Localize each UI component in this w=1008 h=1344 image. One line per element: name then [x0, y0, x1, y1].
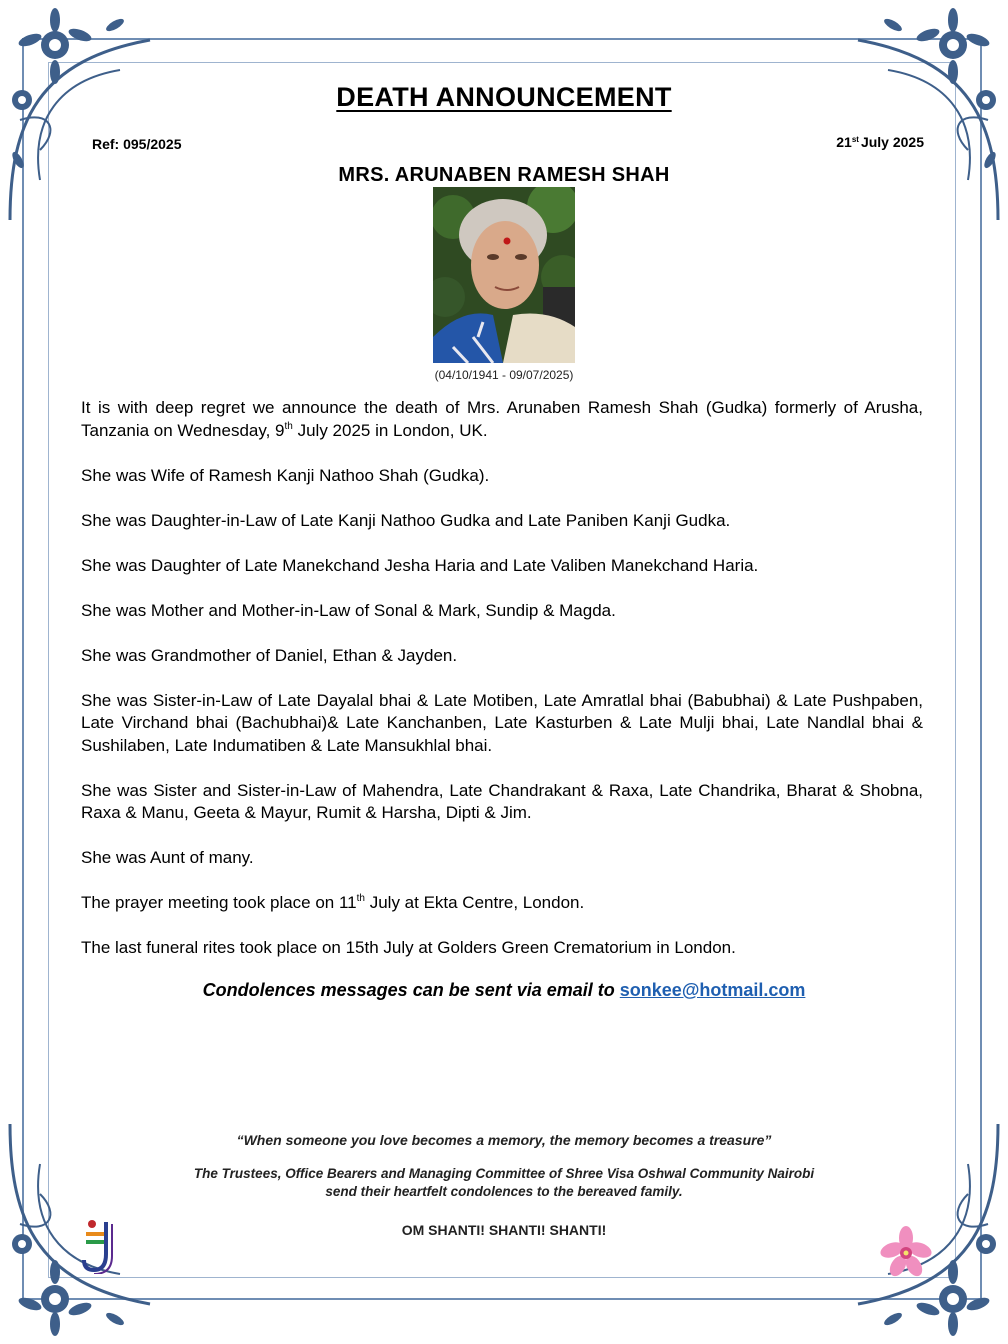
- reference-number: Ref: 095/2025: [92, 136, 182, 152]
- memorial-quote: “When someone you love becomes a memory, the memory becomes a treasure”: [236, 1132, 772, 1148]
- paragraph-siblings: She was Sister and Sister-in-Law of Mahendra, Late Chandrakant & Raxa, Late Chandrika, Bharat & Shobna, Raxa & Manu, Geeta & Mayur, Rumit & Harsha, Dipti & Jim.: [81, 780, 923, 822]
- announcement-body: [81, 397, 923, 982]
- paragraph-spouse: She was Wife of Ramesh Kanji Nathoo Shah (Gudka).: [81, 465, 490, 485]
- orchid-flower-icon: [880, 1226, 932, 1283]
- deceased-name: MRS. ARUNABEN RAMESH SHAH: [338, 164, 670, 186]
- page-title: DEATH ANNOUNCEMENT: [336, 82, 672, 112]
- floral-corner-top-right-icon: [848, 0, 1008, 230]
- paragraph-children: She was Mother and Mother-in-Law of Sonal & Mark, Sundip & Magda.: [81, 600, 616, 620]
- paragraph-prayer-meeting: The prayer meeting took place on 11th July at Ekta Centre, London.: [81, 893, 585, 912]
- floral-corner-top-left-icon: [0, 0, 160, 230]
- paragraph-parents: She was Daughter of Late Manekchand Jesha Haria and Late Valiben Manekchand Haria.: [81, 555, 759, 575]
- condolence-email-link[interactable]: sonkee@hotmail.com: [619, 980, 806, 1000]
- trustees-line-2: send their heartfelt condolences to the bereaved family.: [325, 1184, 683, 1199]
- paragraph-parents-in-law: She was Daughter-in-Law of Late Kanji Nathoo Gudka and Late Paniben Kanji Gudka.: [81, 510, 731, 530]
- paragraph-death-notice: It is with deep regret we announce the death of Mrs. Arunaben Ramesh Shah (Gudka) formerly of Arusha, Tanzania on Wednesday, 9th July 2025 in London, UK.: [81, 398, 923, 440]
- portrait-photo: [433, 187, 575, 363]
- lifespan-dates: (04/10/1941 - 09/07/2025): [434, 368, 574, 382]
- paragraph-grandchildren: She was Grandmother of Daniel, Ethan & Jayden.: [81, 645, 458, 665]
- community-logo-icon: [82, 1218, 118, 1279]
- condolence-text: Condolences messages can be sent via email to: [202, 980, 620, 1000]
- trustees-line-1: The Trustees, Office Bearers and Managing Committee of Shree Visa Oshwal Community Nairobi: [193, 1166, 815, 1181]
- paragraph-funeral-rites: The last funeral rites took place on 15th July at Golders Green Crematorium in London.: [81, 938, 736, 957]
- trustees-message: [0, 1165, 1008, 1201]
- announcement-date: 21st July 2025: [836, 134, 924, 150]
- condolence-line: [0, 980, 1008, 1001]
- paragraph-sisters-in-law: She was Sister-in-Law of Late Dayalal bhai & Late Motiben, Late Amratlal bhai (Babubhai) & Late Pushpaben, Late Virchand bhai (Bachubhai)& Late Kanchanben, Late Kasturben & Late Mulji bhai, Late Nandlal bhai & Sushilaben, Late Indumatiben & Late Mansukhlal bhai.: [81, 690, 923, 755]
- om-shanti-text: OM SHANTI! SHANTI! SHANTI!: [401, 1222, 607, 1238]
- paragraph-aunt: She was Aunt of many.: [81, 848, 254, 867]
